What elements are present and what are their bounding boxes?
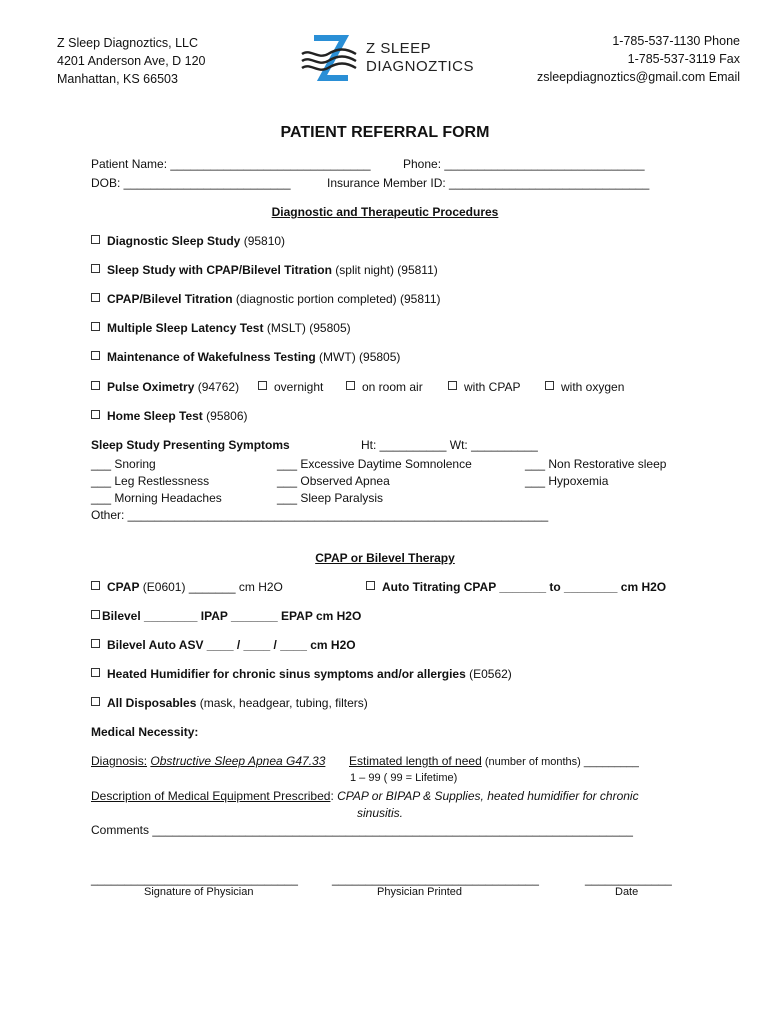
therapy-bilevel[interactable]: Bilevel ________ IPAP _______ EPAP cm H2O xyxy=(91,609,361,623)
procedure-mwt[interactable]: Maintenance of Wakefulness Testing (MWT) (95805) xyxy=(91,350,400,364)
symptom-observed-apnea[interactable]: ___ Observed Apnea xyxy=(277,474,390,488)
patient-phone-field[interactable]: Phone: ______________________________ xyxy=(403,157,645,171)
physician-printed-line[interactable]: _______________________________ xyxy=(332,872,539,886)
date-line[interactable]: _____________ xyxy=(585,872,672,886)
checkbox-icon[interactable] xyxy=(91,322,100,331)
procedure-diagnostic-sleep-study[interactable]: Diagnostic Sleep Study (95810) xyxy=(91,234,285,248)
insurance-id-field[interactable]: Insurance Member ID: ______________________________ xyxy=(327,176,650,190)
equipment-line: Description of Medical Equipment Prescribed: CPAP or BIPAP & Supplies, heated humidifier for chronic xyxy=(91,789,639,803)
checkbox-icon[interactable] xyxy=(91,639,100,648)
company-address-line2: Manhattan, KS 66503 xyxy=(57,72,178,86)
procedure-home-sleep-test[interactable]: Home Sleep Test (95806) xyxy=(91,409,248,423)
diagnosis-label: Diagnosis: xyxy=(91,754,148,768)
symptom-other-field[interactable]: Other: _______________________________________________________________ xyxy=(91,508,549,522)
company-fax: 1-785-537-3119 Fax xyxy=(627,52,740,66)
physician-signature-line[interactable]: _______________________________ xyxy=(91,872,298,886)
symptom-sleep-paralysis[interactable]: ___ Sleep Paralysis xyxy=(277,491,384,505)
checkbox-icon[interactable] xyxy=(366,581,375,590)
checkbox-icon[interactable] xyxy=(258,381,267,390)
checkbox-icon[interactable] xyxy=(91,697,100,706)
physician-signature-label: Signature of Physician xyxy=(144,886,254,898)
equipment-label: Description of Medical Equipment Prescribed xyxy=(91,789,331,803)
company-contact-block xyxy=(537,32,740,86)
diagnosis-value: Obstructive Sleep Apnea G47.33 xyxy=(150,754,326,768)
checkbox-icon[interactable] xyxy=(91,610,100,619)
company-address-block xyxy=(57,34,206,88)
procedure-pulse-oximetry[interactable]: Pulse Oximetry (94762) xyxy=(91,380,239,394)
pulse-option-room-air[interactable]: on room air xyxy=(346,380,423,394)
checkbox-icon[interactable] xyxy=(91,293,100,302)
equipment-value: CPAP or BIPAP & Supplies, heated humidifier for chronic xyxy=(337,789,639,803)
symptom-morning-headaches[interactable]: ___ Morning Headaches xyxy=(91,491,222,505)
pulse-option-with-oxygen[interactable]: with oxygen xyxy=(545,380,624,394)
procedures-heading: Diagnostic and Therapeutic Procedures xyxy=(271,205,499,219)
therapy-heated-humidifier[interactable]: Heated Humidifier for chronic sinus symptoms and/or allergies (E0562) xyxy=(91,667,512,681)
symptoms-heading: Sleep Study Presenting Symptoms xyxy=(91,438,290,452)
equipment-value-continued: sinusitis. xyxy=(357,806,404,820)
height-weight-field[interactable]: Ht: __________ Wt: __________ xyxy=(361,438,538,452)
company-address-line1: 4201 Anderson Ave, D 120 xyxy=(57,54,206,68)
date-label: Date xyxy=(615,886,639,898)
patient-name-field[interactable]: Patient Name: ______________________________ xyxy=(91,157,371,171)
procedure-split-night[interactable]: Sleep Study with CPAP/Bilevel Titration (split night) (95811) xyxy=(91,263,438,277)
checkbox-icon[interactable] xyxy=(91,668,100,677)
procedure-titration[interactable]: CPAP/Bilevel Titration (diagnostic portion completed) (95811) xyxy=(91,292,440,306)
checkbox-icon[interactable] xyxy=(91,581,100,590)
comments-field[interactable]: Comments ________________________________________________________________________ xyxy=(91,823,633,837)
checkbox-icon[interactable] xyxy=(91,264,100,273)
checkbox-icon[interactable] xyxy=(91,235,100,244)
z-wave-logo-icon xyxy=(300,32,358,88)
symptom-snoring[interactable]: ___ Snoring xyxy=(91,457,156,471)
company-name: Z Sleep Diagnoztics, LLC xyxy=(57,36,199,50)
checkbox-icon[interactable] xyxy=(91,351,100,360)
pulse-option-overnight[interactable]: overnight xyxy=(258,380,323,394)
form-title: PATIENT REFERRAL FORM xyxy=(280,124,490,141)
physician-printed-label: Physician Printed xyxy=(377,886,462,898)
checkbox-icon[interactable] xyxy=(91,410,100,419)
length-of-need-note: 1 – 99 ( 99 = Lifetime) xyxy=(350,772,458,784)
therapy-cpap[interactable]: CPAP (E0601) _______ cm H2O xyxy=(91,580,283,594)
checkbox-icon[interactable] xyxy=(545,381,554,390)
therapy-all-disposables[interactable]: All Disposables (mask, headgear, tubing, filters) xyxy=(91,696,368,710)
procedure-mslt[interactable]: Multiple Sleep Latency Test (MSLT) (95805) xyxy=(91,321,351,335)
therapy-bilevel-auto-asv[interactable]: Bilevel Auto ASV ____ / ____ / ____ cm H2O xyxy=(91,638,356,652)
symptom-non-restorative-sleep[interactable]: ___ Non Restorative sleep xyxy=(525,457,667,471)
logo-text-line1: Z SLEEP xyxy=(366,40,432,57)
checkbox-icon[interactable] xyxy=(91,381,100,390)
therapy-auto-titrating-cpap[interactable]: Auto Titrating CPAP _______ to ________ cm H2O xyxy=(366,580,666,594)
pulse-option-with-cpap[interactable]: with CPAP xyxy=(448,380,520,394)
patient-dob-field[interactable]: DOB: _________________________ xyxy=(91,176,291,190)
company-phone: 1-785-537-1130 Phone xyxy=(612,34,740,48)
company-logo xyxy=(300,32,480,88)
symptom-daytime-somnolence[interactable]: ___ Excessive Daytime Somnolence xyxy=(277,457,472,471)
company-email: zsleepdiagnoztics@gmail.com Email xyxy=(536,70,740,84)
symptom-leg-restlessness[interactable]: ___ Leg Restlessness xyxy=(91,474,210,488)
diagnosis-line xyxy=(91,754,325,768)
necessity-heading: Medical Necessity: xyxy=(91,725,199,739)
therapy-heading: CPAP or Bilevel Therapy xyxy=(315,551,455,565)
checkbox-icon[interactable] xyxy=(346,381,355,390)
logo-text-line2: DIAGNOZTICS xyxy=(366,58,475,75)
checkbox-icon[interactable] xyxy=(448,381,457,390)
symptom-hypoxemia[interactable]: ___ Hypoxemia xyxy=(525,474,609,488)
length-of-need-field[interactable]: Estimated length of need (number of months) _________ xyxy=(349,754,639,768)
